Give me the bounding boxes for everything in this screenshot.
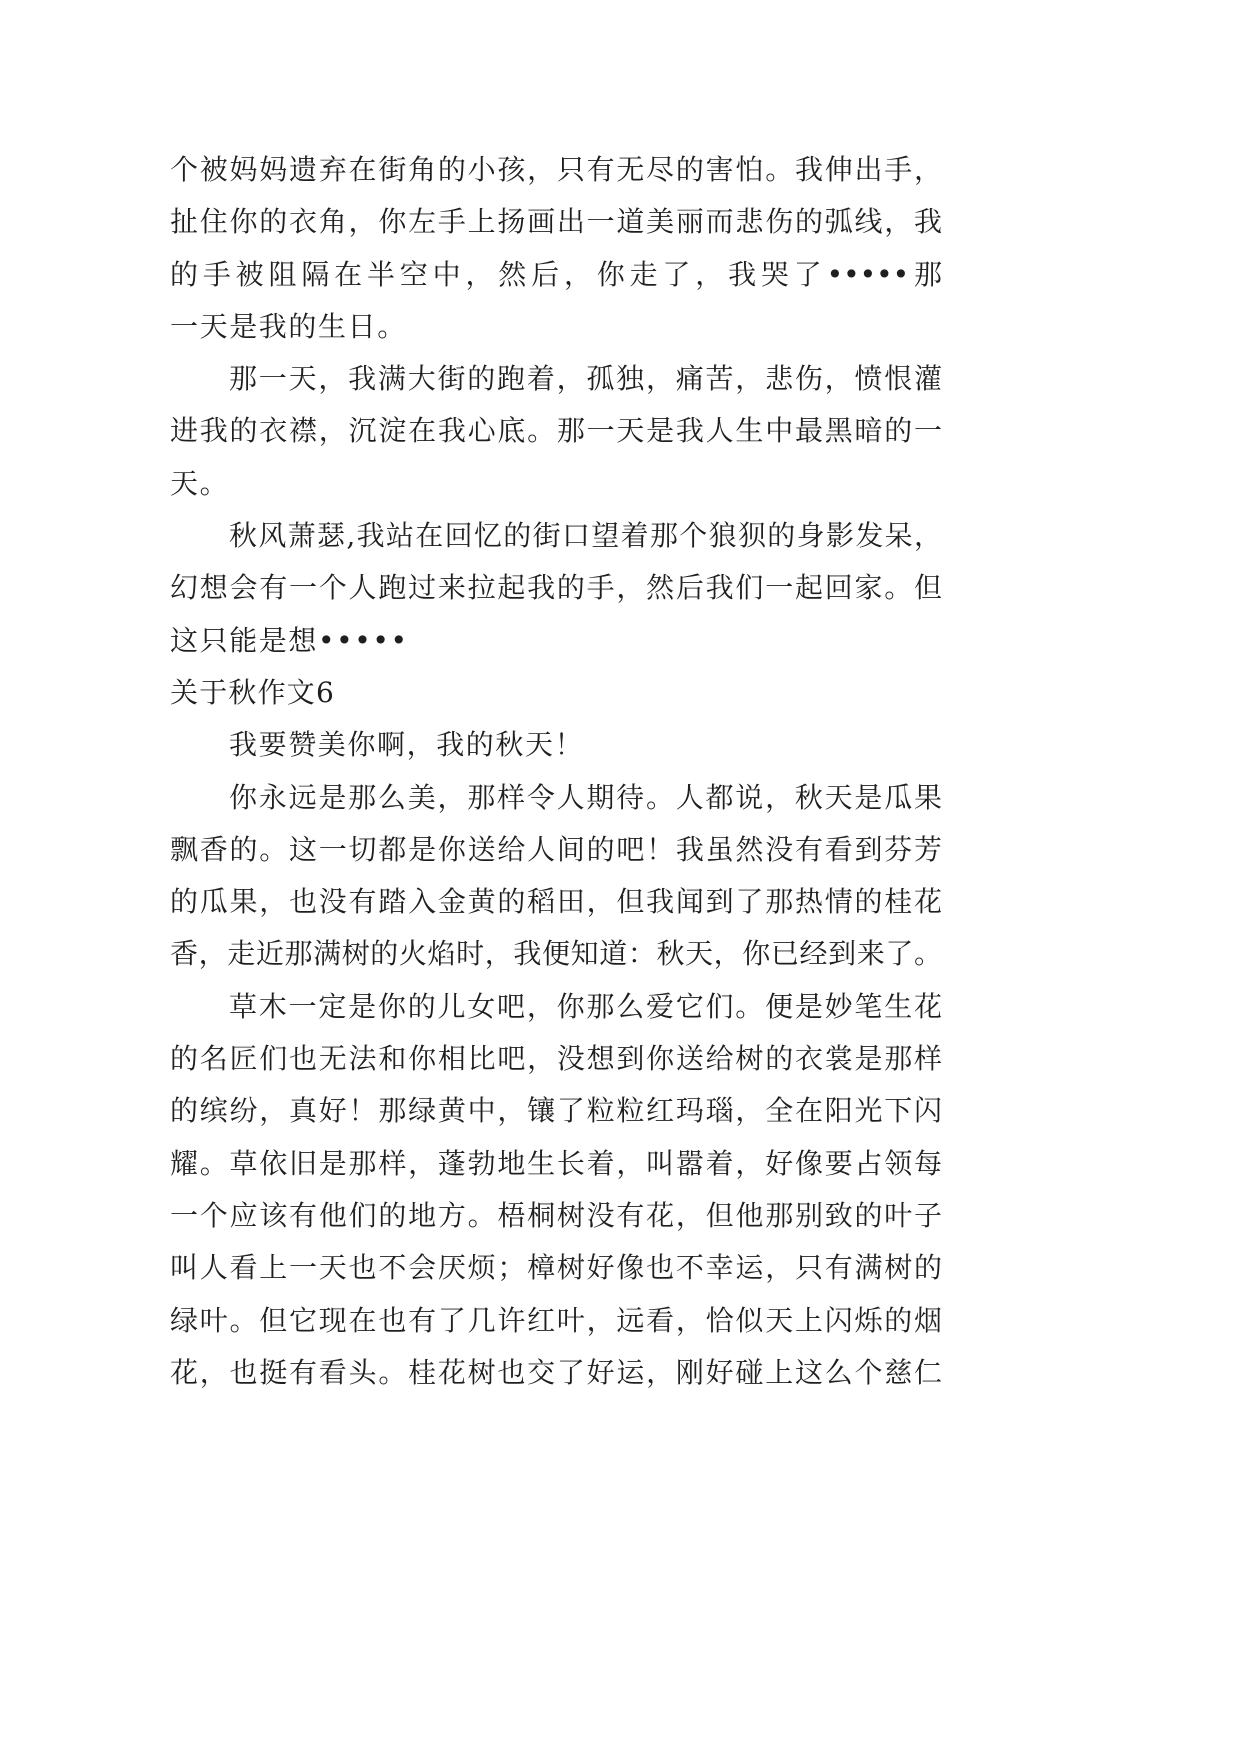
text-line: 的手被阻隔在半空中，然后，你走了，我哭了•••••那 — [170, 257, 942, 291]
paragraph — [170, 772, 942, 981]
text-line: 花，也挺有看头。桂花树也交了好运，刚好碰上这么个慈仁 — [170, 1355, 942, 1389]
paragraph — [170, 353, 942, 510]
text-line: 那一天，我满大街的跑着，孤独，痛苦，悲伤，愤恨灌 — [229, 362, 942, 396]
paragraph — [170, 144, 942, 353]
text-line: 进我的衣襟，沉淀在我心底。那一天是我人生中最黑暗的一 — [170, 414, 942, 448]
text-line: 这只能是想••••• — [170, 623, 409, 657]
paragraph — [170, 981, 942, 1399]
essay-heading: 关于秋作文6 — [170, 675, 336, 709]
text-line: 绿叶。但它现在也有了几许红叶，远看，恰似天上闪烁的烟 — [170, 1303, 942, 1337]
text-line: 耀。草依旧是那样，蓬勃地生长着，叫嚣着，好像要占领每 — [170, 1146, 942, 1180]
text-line: 飘香的。这一切都是你送给人间的吧！我虽然没有看到芬芳 — [170, 832, 942, 866]
paragraph — [170, 719, 942, 771]
text-line: 扯住你的衣角，你左手上扬画出一道美丽而悲伤的弧线，我 — [170, 205, 942, 239]
text-line: 我要赞美你啊，我的秋天！ — [229, 728, 585, 762]
text-line: 的瓜果，也没有踏入金黄的稻田，但我闻到了那热情的桂花 — [170, 885, 942, 919]
text-line: 秋风萧瑟,我站在回忆的街口望着那个狼狈的身影发呆， — [229, 519, 942, 553]
text-line: 天。 — [170, 466, 230, 500]
text-line: 的缤纷，真好！那绿黄中，镶了粒粒红玛瑙，全在阳光下闪 — [170, 1094, 942, 1128]
text-line: 个被妈妈遗弃在街角的小孩，只有无尽的害怕。我伸出手， — [170, 153, 942, 186]
text-line: 草木一定是你的儿女吧，你那么爱它们。便是妙笔生花 — [229, 989, 942, 1023]
body-text — [170, 144, 942, 1399]
text-line: 幻想会有一个人跑过来拉起我的手，然后我们一起回家。但 — [170, 571, 942, 605]
text-line: 一天是我的生日。 — [170, 309, 407, 343]
text-line: 的名匠们也无法和你相比吧，没想到你送给树的衣裳是那样 — [170, 1042, 942, 1076]
text-line: 香，走近那满树的火焰时，我便知道：秋天，你已经到来了。 — [170, 937, 942, 971]
text-line: 叫人看上一天也不会厌烦；樟树好像也不幸运，只有满树的 — [170, 1251, 942, 1285]
text-line: 你永远是那么美，那样令人期待。人都说，秋天是瓜果 — [229, 780, 942, 814]
paragraph — [170, 510, 942, 667]
text-line: 一个应该有他们的地方。梧桐树没有花，但他那别致的叶子 — [170, 1198, 942, 1232]
